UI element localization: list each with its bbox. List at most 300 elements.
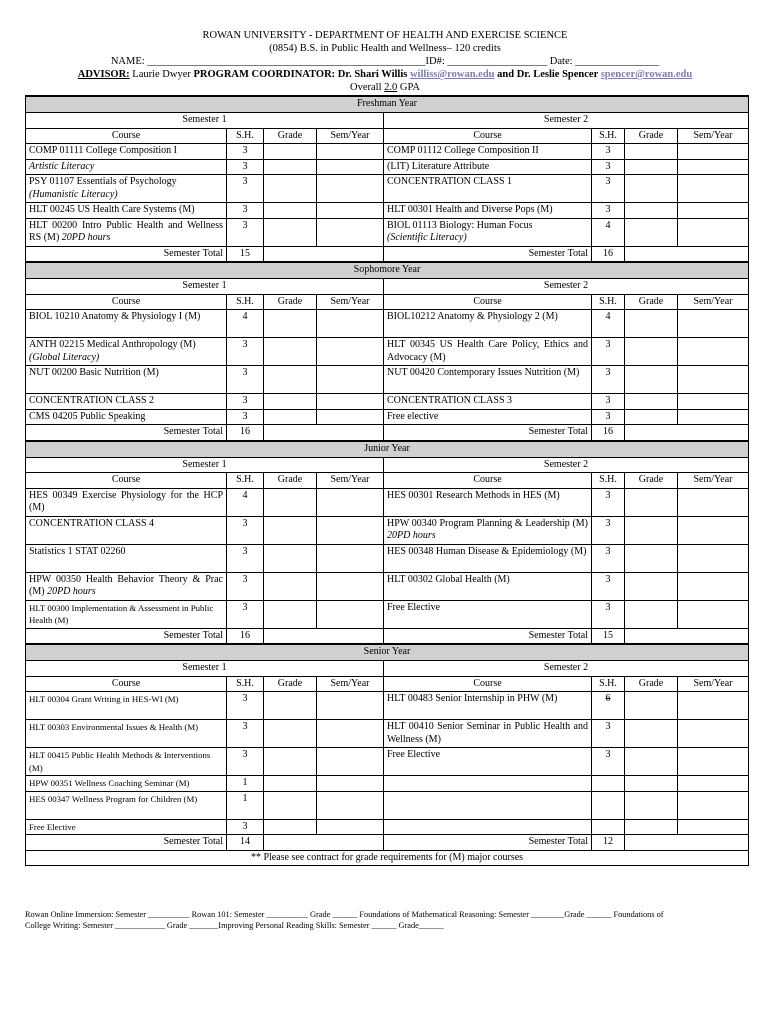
course-name: HPW 00350 Health Behavior Theory & Prac (M) <box>29 573 223 597</box>
column-header-sh: S.H. <box>592 473 625 489</box>
credit-hours <box>592 572 625 600</box>
course-row <box>26 203 749 219</box>
sem-year-field[interactable] <box>317 310 384 338</box>
semester-header-row <box>26 457 749 473</box>
year-header-sophomore <box>26 262 749 279</box>
sem-year-field[interactable] <box>317 394 384 410</box>
course-name-cell <box>384 572 592 600</box>
course-note: 20PD hours <box>47 586 96 597</box>
credit-hours <box>592 819 625 835</box>
course-name-cell <box>26 819 227 835</box>
column-header-row <box>26 128 749 144</box>
grade-field[interactable] <box>264 720 317 748</box>
course-note: (Scientific Literacy) <box>387 232 467 243</box>
credit-hours <box>592 175 625 203</box>
course-row <box>26 159 749 175</box>
sem-year-field[interactable] <box>317 366 384 394</box>
course-name-cell <box>384 203 592 219</box>
grade-field[interactable] <box>625 544 678 572</box>
footer-notes <box>25 909 748 931</box>
credit-value: 3 <box>242 367 248 378</box>
sem-year-field[interactable] <box>678 218 749 246</box>
semester-total-label: Semester Total <box>384 425 592 441</box>
grade-field[interactable] <box>625 310 678 338</box>
credit-hours <box>227 488 264 516</box>
grade-field[interactable] <box>264 409 317 425</box>
credit-value: 3 <box>242 339 248 350</box>
sem-year-field[interactable] <box>678 338 749 366</box>
program-title: (0854) B.S. in Public Health and Wellness– 120 credits <box>269 43 501 54</box>
total-blank <box>625 246 749 262</box>
credit-value: 3 <box>605 160 611 172</box>
credit-value: 3 <box>605 395 611 406</box>
credit-value: 3 <box>605 545 611 557</box>
column-header-sh: S.H. <box>592 676 625 692</box>
credit-value: 3 <box>242 145 248 156</box>
course-row <box>26 488 749 516</box>
credit-hours <box>227 338 264 366</box>
credit-hours <box>227 144 264 160</box>
credit-hours <box>592 748 625 776</box>
column-header-course: Course <box>26 473 227 489</box>
course-name: COMP 01111 College Composition I <box>29 145 177 156</box>
credit-hours <box>227 791 264 819</box>
grade-field[interactable] <box>625 394 678 410</box>
sem-year-field[interactable] <box>678 600 749 628</box>
grade-field[interactable] <box>264 600 317 628</box>
column-header-course: Course <box>384 128 592 144</box>
grade-field[interactable] <box>264 144 317 160</box>
credit-value: 6 <box>605 693 611 704</box>
sem-year-field[interactable] <box>317 776 384 792</box>
column-header-sh: S.H. <box>592 128 625 144</box>
course-name-cell <box>384 310 592 338</box>
sem-year-field[interactable] <box>678 366 749 394</box>
course-name: HES 00348 Human Disease & Epidemiology (M) <box>387 545 587 557</box>
course-note: (Humanistic Literacy) <box>29 188 118 200</box>
credit-hours <box>592 409 625 425</box>
sem-year-field[interactable] <box>317 748 384 776</box>
grade-field[interactable] <box>625 791 678 819</box>
grade-field[interactable] <box>264 748 317 776</box>
column-header-grade: Grade <box>625 473 678 489</box>
course-row <box>26 748 749 776</box>
course-name: PSY 01107 Essentials of Psychology <box>29 176 177 187</box>
course-name-cell <box>384 338 592 366</box>
credit-hours <box>227 748 264 776</box>
course-name: BIOL10212 Anatomy & Physiology 2 (M) <box>387 311 558 322</box>
course-row <box>26 366 749 394</box>
column-header-row <box>26 473 749 489</box>
total-blank <box>264 835 384 851</box>
course-name: HLT 00303 Environmental Issues & Health (M) <box>29 722 199 732</box>
column-header-semyear: Sem/Year <box>678 473 749 489</box>
credit-value: 3 <box>605 176 611 187</box>
grade-field[interactable] <box>625 720 678 748</box>
credit-hours <box>227 692 264 720</box>
advisor-label: ADVISOR: <box>77 69 130 80</box>
course-name-cell <box>384 748 592 776</box>
course-name-cell <box>26 692 227 720</box>
credit-value: 3 <box>242 517 248 529</box>
course-name-cell <box>26 394 227 410</box>
credit-value: 4 <box>605 219 611 231</box>
semester-header-row <box>26 113 749 129</box>
credit-hours <box>592 544 625 572</box>
credit-hours <box>227 776 264 792</box>
column-header-semyear: Sem/Year <box>678 676 749 692</box>
semester-total-row <box>26 246 749 262</box>
sem-year-field[interactable] <box>678 488 749 516</box>
course-name-cell <box>26 159 227 175</box>
column-header-course: Course <box>26 128 227 144</box>
grade-field[interactable] <box>264 338 317 366</box>
credit-value: 3 <box>242 410 248 422</box>
grade-field[interactable] <box>264 488 317 516</box>
course-name: HPW 00340 Program Planning & Leadership (M) <box>387 517 588 529</box>
column-header-sh: S.H. <box>227 294 264 310</box>
course-name: CMS 04205 Public Speaking <box>29 410 146 422</box>
grade-field[interactable] <box>264 310 317 338</box>
course-name: BIOL 10210 Anatomy & Physiology I (M) <box>29 311 201 322</box>
column-header-grade: Grade <box>264 676 317 692</box>
course-name-cell <box>384 488 592 516</box>
grade-field[interactable] <box>625 748 678 776</box>
grade-field[interactable] <box>264 218 317 246</box>
year-header-senior <box>26 644 749 661</box>
credit-hours <box>592 338 625 366</box>
sem-year-field[interactable] <box>317 544 384 572</box>
sem-year-field[interactable] <box>317 409 384 425</box>
course-row <box>26 819 749 835</box>
column-header-semyear: Sem/Year <box>678 128 749 144</box>
sem-year-field[interactable] <box>678 544 749 572</box>
column-header-semyear: Sem/Year <box>317 128 384 144</box>
advisor-line <box>0 68 770 81</box>
and-text: and Dr. Leslie Spencer <box>494 69 601 80</box>
gpa-value: 2.0 <box>384 82 398 93</box>
course-row <box>26 218 749 246</box>
email-link-spencer[interactable]: spencer@rowan.edu <box>600 69 693 80</box>
credit-value: 3 <box>242 820 248 832</box>
course-name-cell <box>384 819 592 835</box>
sem-year-field[interactable] <box>317 720 384 748</box>
course-row <box>26 720 749 748</box>
course-name-cell <box>384 144 592 160</box>
credit-hours <box>227 175 264 203</box>
course-row <box>26 791 749 819</box>
credit-value: 4 <box>605 311 611 322</box>
sem-year-field[interactable] <box>678 516 749 544</box>
footer-line-1: Rowan Online Immersion: Semester __________ Rowan 101: Semester __________ Grade ______ Foundations of Mathematical Reasoning: Semester ________Grade ______ Foundations of <box>25 910 664 919</box>
course-name-cell <box>384 720 592 748</box>
credit-hours <box>227 218 264 246</box>
sem-year-field[interactable] <box>678 819 749 835</box>
sem-year-field[interactable] <box>678 748 749 776</box>
course-name-cell <box>26 791 227 819</box>
column-header-row <box>26 294 749 310</box>
course-name: Free Elective <box>29 821 76 832</box>
course-name-cell <box>26 776 227 792</box>
sem-year-field[interactable] <box>678 720 749 748</box>
credit-value: 3 <box>605 145 611 156</box>
grade-field[interactable] <box>625 203 678 219</box>
grade-field[interactable] <box>625 144 678 160</box>
semester-total-row <box>26 628 749 644</box>
semester-total-value: 14 <box>227 835 264 851</box>
course-note: 20PD hours <box>387 530 436 541</box>
semester-total-label: Semester Total <box>26 425 227 441</box>
sem-year-field[interactable] <box>317 819 384 835</box>
semester-header-row <box>26 279 749 295</box>
year-title: Junior Year <box>26 441 749 458</box>
credit-hours <box>592 516 625 544</box>
grade-field[interactable] <box>264 203 317 219</box>
semester-total-label: Semester Total <box>384 835 592 851</box>
grade-field[interactable] <box>264 776 317 792</box>
credit-hours <box>592 203 625 219</box>
course-row <box>26 144 749 160</box>
credit-hours <box>592 720 625 748</box>
course-name-cell <box>384 544 592 572</box>
credit-value: 3 <box>242 601 248 613</box>
credit-value: 4 <box>242 489 248 501</box>
course-name-cell <box>384 394 592 410</box>
sem-year-field[interactable] <box>678 144 749 160</box>
course-name: CONCENTRATION CLASS 3 <box>387 395 513 406</box>
year-header-freshman <box>26 96 749 113</box>
sem-year-field[interactable] <box>678 394 749 410</box>
course-name-cell <box>384 218 592 246</box>
semester-total-label: Semester Total <box>26 628 227 644</box>
course-row <box>26 409 749 425</box>
course-name: HES 00347 Wellness Program for Children (M) <box>29 793 198 804</box>
course-row <box>26 310 749 338</box>
grade-field[interactable] <box>625 572 678 600</box>
grade-field[interactable] <box>625 692 678 720</box>
course-name: ANTH 02215 Medical Anthropology (M) <box>29 339 196 350</box>
course-name: HLT 00245 US Health Care Systems (M) <box>29 204 195 215</box>
sem-year-field[interactable] <box>317 791 384 819</box>
year-title: Senior Year <box>26 644 749 661</box>
credit-value: 1 <box>242 777 248 788</box>
course-plan-table <box>25 95 749 866</box>
grade-field[interactable] <box>625 488 678 516</box>
column-header-course: Course <box>384 676 592 692</box>
year-header-junior <box>26 441 749 458</box>
sem-year-field[interactable] <box>317 218 384 246</box>
credit-hours <box>227 720 264 748</box>
semester-1-label: Semester 1 <box>26 113 384 129</box>
credit-hours <box>592 692 625 720</box>
course-name: Artistic Literacy <box>29 160 95 172</box>
semester-total-value: 15 <box>592 628 625 644</box>
credit-hours <box>227 409 264 425</box>
course-note: (Global Literacy) <box>29 351 100 363</box>
student-info-line[interactable]: NAME: _____________________________________________________ID#: ___________________ Date: ________________ <box>110 56 660 67</box>
sem-year-field[interactable] <box>678 776 749 792</box>
column-header-row <box>26 676 749 692</box>
sem-year-field[interactable] <box>317 488 384 516</box>
credit-hours <box>227 600 264 628</box>
credit-value: 3 <box>242 721 248 732</box>
sem-year-field[interactable] <box>678 409 749 425</box>
course-row <box>26 516 749 544</box>
credit-value: 3 <box>242 204 248 215</box>
total-blank <box>625 628 749 644</box>
sem-year-field[interactable] <box>678 203 749 219</box>
course-name-cell <box>26 218 227 246</box>
gpa-suffix: GPA <box>397 82 420 93</box>
grade-field[interactable] <box>264 572 317 600</box>
course-name-cell <box>26 572 227 600</box>
credit-value: 3 <box>605 339 611 350</box>
sem-year-field[interactable] <box>317 175 384 203</box>
course-row <box>26 572 749 600</box>
grade-field[interactable] <box>625 819 678 835</box>
grade-field[interactable] <box>625 218 678 246</box>
course-name: HLT 00410 Senior Seminar in Public Health and Wellness (M) <box>387 721 588 745</box>
course-name: HLT 00345 US Health Care Policy, Ethics and Advocacy (M) <box>387 339 588 363</box>
sem-year-field[interactable] <box>678 791 749 819</box>
sem-year-field[interactable] <box>317 516 384 544</box>
credit-value: 3 <box>605 367 611 378</box>
gpa-line <box>0 81 770 94</box>
grade-field[interactable] <box>625 366 678 394</box>
grade-field[interactable] <box>625 159 678 175</box>
grade-field[interactable] <box>264 516 317 544</box>
grade-field[interactable] <box>264 692 317 720</box>
credit-value: 3 <box>605 517 611 529</box>
credit-value: 3 <box>605 749 611 760</box>
column-header-grade: Grade <box>264 294 317 310</box>
total-blank <box>264 628 384 644</box>
course-name-cell <box>384 600 592 628</box>
course-name: CONCENTRATION CLASS 2 <box>29 395 155 406</box>
sem-year-field[interactable] <box>317 203 384 219</box>
grade-field[interactable] <box>264 791 317 819</box>
email-link-willis[interactable]: williss@rowan.edu <box>409 69 495 80</box>
semester-2-label: Semester 2 <box>384 457 749 473</box>
course-name: CONCENTRATION CLASS 1 <box>387 176 513 187</box>
semester-2-label: Semester 2 <box>384 661 749 677</box>
column-header-course: Course <box>26 294 227 310</box>
sem-year-field[interactable] <box>317 572 384 600</box>
sem-year-field[interactable] <box>678 175 749 203</box>
course-name: HLT 00301 Health and Diverse Pops (M) <box>387 204 553 215</box>
course-name-cell <box>26 748 227 776</box>
contract-note: ** Please see contract for grade requirements for (M) major courses <box>26 850 749 866</box>
course-name-cell <box>26 338 227 366</box>
sem-year-field[interactable] <box>317 144 384 160</box>
course-row <box>26 175 749 203</box>
grade-field[interactable] <box>264 544 317 572</box>
year-title: Sophomore Year <box>26 262 749 279</box>
sem-year-field[interactable] <box>317 338 384 366</box>
credit-value: 3 <box>605 489 611 501</box>
sem-year-field[interactable] <box>317 600 384 628</box>
grade-field[interactable] <box>625 516 678 544</box>
grade-field[interactable] <box>625 409 678 425</box>
grade-field[interactable] <box>625 600 678 628</box>
course-name-cell <box>384 776 592 792</box>
credit-value: 3 <box>605 721 611 732</box>
course-name-cell <box>26 516 227 544</box>
grade-field[interactable] <box>264 366 317 394</box>
credit-value: 3 <box>242 573 248 585</box>
semester-1-label: Semester 1 <box>26 661 384 677</box>
course-name: COMP 01112 College Composition II <box>387 145 539 156</box>
credit-hours <box>227 544 264 572</box>
column-header-grade: Grade <box>264 128 317 144</box>
semester-total-value: 16 <box>227 628 264 644</box>
course-name: NUT 00420 Contemporary Issues Nutrition (M) <box>387 367 580 378</box>
credit-hours <box>592 366 625 394</box>
course-name: HLT 00200 Intro Public Health and Wellness RS (M) <box>29 219 223 243</box>
grade-field[interactable] <box>264 159 317 175</box>
grade-field[interactable] <box>625 338 678 366</box>
course-note: 20PD hours <box>61 232 111 243</box>
credit-hours <box>592 600 625 628</box>
semester-total-row <box>26 425 749 441</box>
course-name-cell <box>26 600 227 628</box>
semester-total-value: 16 <box>592 246 625 262</box>
credit-value: 3 <box>242 160 248 172</box>
column-header-semyear: Sem/Year <box>317 676 384 692</box>
grade-field[interactable] <box>264 175 317 203</box>
grade-field[interactable] <box>625 175 678 203</box>
sem-year-field[interactable] <box>317 692 384 720</box>
course-name-cell <box>26 544 227 572</box>
credit-hours <box>227 819 264 835</box>
course-name-cell <box>26 175 227 203</box>
course-name-cell <box>26 720 227 748</box>
course-name-cell <box>384 516 592 544</box>
course-name: HPW 00351 Wellness Coaching Seminar (M) <box>29 778 190 788</box>
credit-hours <box>592 144 625 160</box>
course-name: Statistics 1 STAT 02260 <box>29 545 126 557</box>
sem-year-field[interactable] <box>678 572 749 600</box>
credit-hours <box>592 488 625 516</box>
credit-hours <box>592 159 625 175</box>
sem-year-field[interactable] <box>678 159 749 175</box>
grade-field[interactable] <box>625 776 678 792</box>
column-header-grade: Grade <box>264 473 317 489</box>
course-name: HES 00301 Research Methods in HES (M) <box>387 489 560 501</box>
course-name-cell <box>384 791 592 819</box>
credit-hours <box>227 394 264 410</box>
grade-field[interactable] <box>264 394 317 410</box>
column-header-grade: Grade <box>625 128 678 144</box>
sem-year-field[interactable] <box>678 310 749 338</box>
course-name: HES 00349 Exercise Physiology for the HCP (M) <box>29 489 223 513</box>
semester-2-label: Semester 2 <box>384 113 749 129</box>
footer-line-2: College Writing: Semester ____________ Grade _______Improving Personal Reading Skills: Semester ______ Grade______ <box>25 921 444 930</box>
course-row <box>26 338 749 366</box>
column-header-grade: Grade <box>625 676 678 692</box>
column-header-sh: S.H. <box>227 473 264 489</box>
sem-year-field[interactable] <box>678 692 749 720</box>
credit-value: 1 <box>242 792 248 804</box>
course-row <box>26 692 749 720</box>
course-row <box>26 776 749 792</box>
sem-year-field[interactable] <box>317 159 384 175</box>
course-name: HLT 00302 Global Health (M) <box>387 573 510 585</box>
course-name-cell <box>384 175 592 203</box>
semester-total-label: Semester Total <box>384 246 592 262</box>
grade-field[interactable] <box>264 819 317 835</box>
credit-value: 3 <box>242 219 248 231</box>
